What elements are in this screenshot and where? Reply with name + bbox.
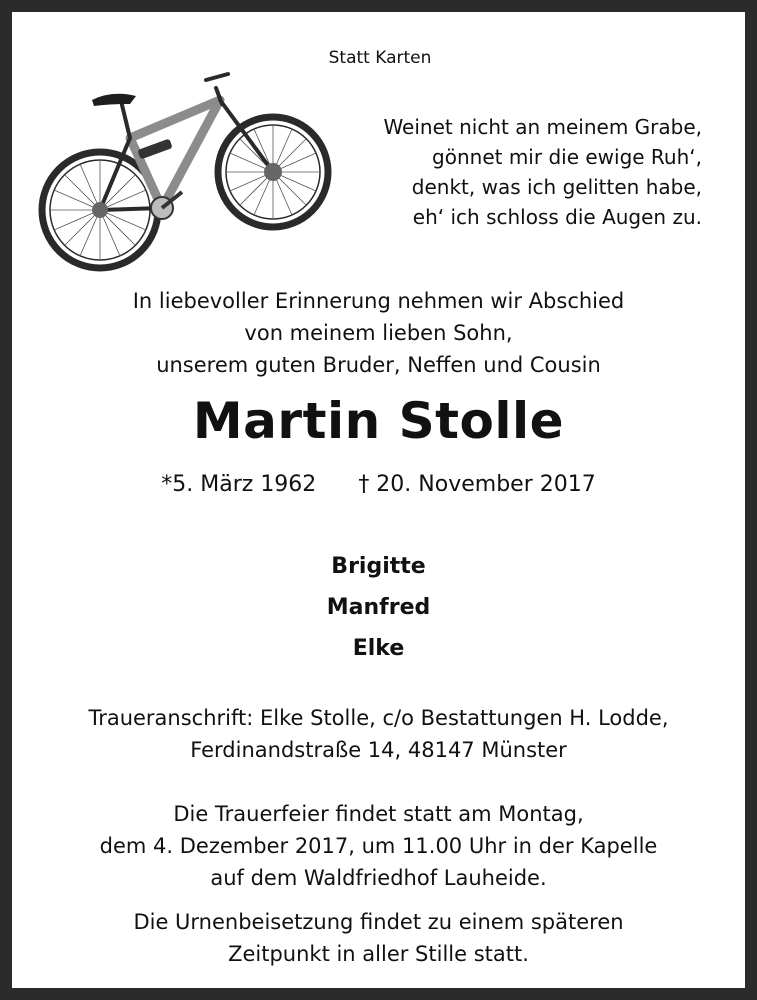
poem-verse	[342, 112, 702, 232]
urn-line: Die Urnenbeisetzung findet zu einem späteren	[133, 910, 624, 934]
family-name: Manfred	[326, 595, 431, 620]
poem-line: eh‘ ich schloss die Augen zu.	[412, 205, 702, 229]
poem-line: gönnet mir die ewige Ruh‘,	[432, 145, 702, 169]
service-line: Die Trauerfeier findet statt am Montag,	[173, 802, 584, 826]
intro-line: In liebevoller Erinnerung nehmen wir Abschied	[132, 289, 625, 313]
intro-line: von meinem lieben Sohn,	[244, 321, 513, 345]
header-statt-karten: Statt Karten	[328, 48, 432, 68]
address-line: Traueranschrift: Elke Stolle, c/o Bestattungen H. Lodde,	[88, 706, 669, 730]
life-dates	[12, 472, 745, 497]
address-line: Ferdinandstraße 14, 48147 Münster	[190, 738, 567, 762]
deceased-name: Martin Stolle	[192, 392, 565, 450]
urn-burial-info	[12, 906, 745, 970]
service-line: dem 4. Dezember 2017, um 11.00 Uhr in der Kapelle	[99, 834, 658, 858]
family-name: Elke	[352, 636, 405, 661]
intro-text	[12, 285, 745, 381]
family-names	[12, 546, 745, 669]
service-line: auf dem Waldfriedhof Lauheide.	[210, 866, 547, 890]
urn-line: Zeitpunkt in aller Stille statt.	[228, 942, 529, 966]
birth-date: *5. März 1962	[161, 472, 317, 497]
poem-line: denkt, was ich gelitten habe,	[411, 175, 702, 199]
poem-line: Weinet nicht an meinem Grabe,	[383, 115, 702, 139]
family-name: Brigitte	[331, 554, 426, 579]
intro-line: unserem guten Bruder, Neffen und Cousin	[156, 353, 601, 377]
death-date: † 20. November 2017	[358, 472, 596, 497]
mourning-address	[12, 702, 745, 766]
bicycle-icon	[30, 60, 340, 275]
funeral-service-info	[12, 798, 745, 894]
